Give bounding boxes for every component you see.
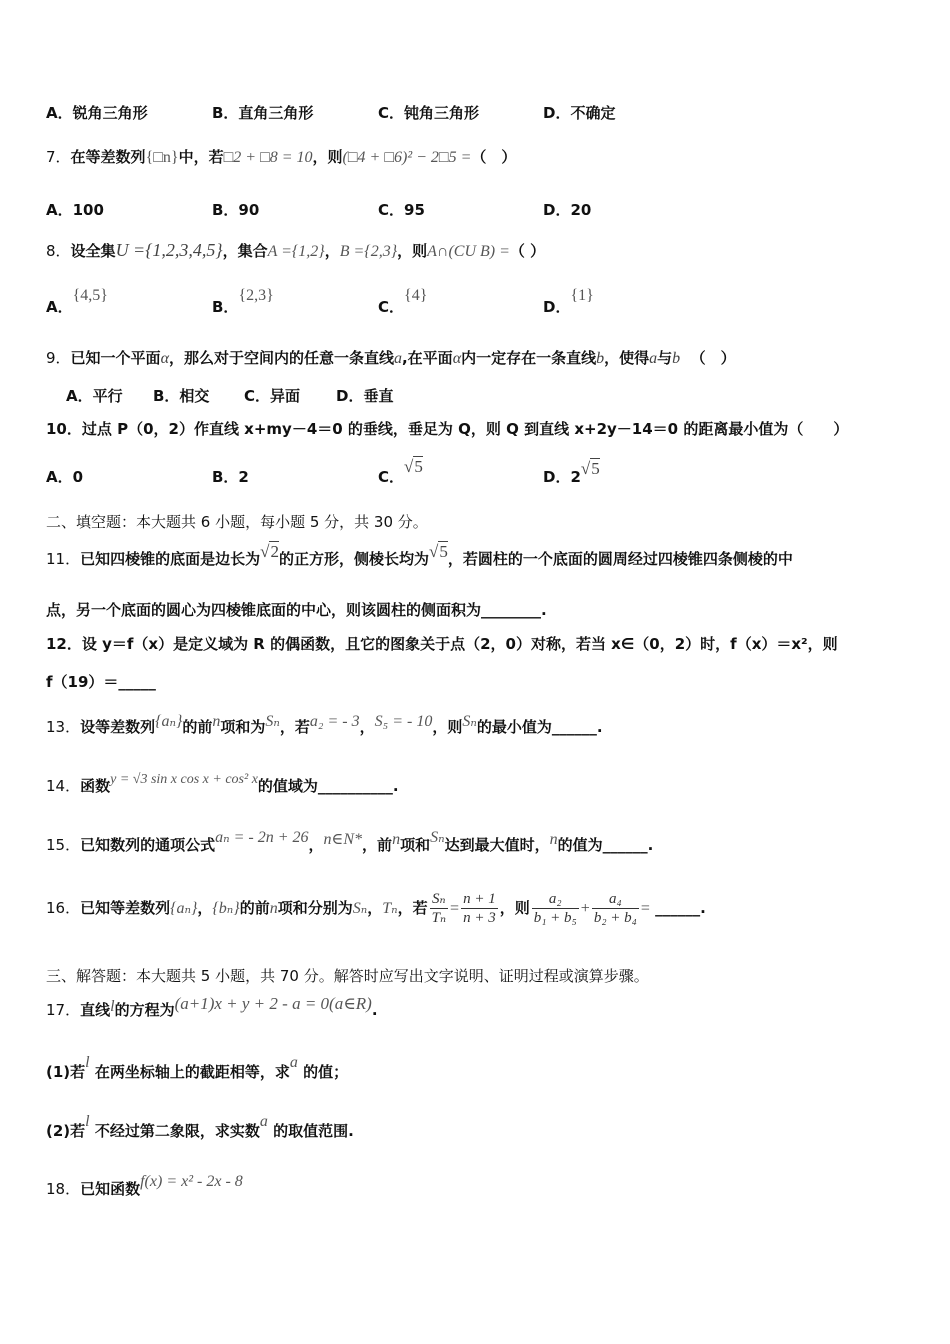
sqrt-five: √5 — [580, 459, 600, 478]
question-7: 7．在等差数列{□n}中，若□2 + □8 = 10，则(□4 + □6)² − 2□5 =（ ） — [46, 148, 517, 166]
q10-option-d: D．2√5 — [543, 459, 600, 486]
question-12-line-2: f（19）＝_____ — [46, 673, 156, 691]
q6-option-d: D．不确定 — [543, 104, 616, 122]
function-expression: y = √3 sin x cos x + cos² x — [110, 772, 258, 787]
q6-option-c: C．钝角三角形 — [378, 104, 480, 122]
question-13: 13．设等差数列{aₙ}的前n项和为Sₙ，若a₂ = - 3，S₅ = - 10，则Sₙ的最小值为______. — [46, 713, 603, 736]
q9-option-b: B．相交 — [153, 387, 210, 405]
condition-s5: S₅ = - 10 — [374, 713, 433, 730]
q8-option-d: D．{1} — [543, 287, 594, 316]
question-16: 16．已知等差数列{aₙ}，{bₙ}的前n项和分别为Sₙ，Tₙ，若 $\frac{\text{Sₙ}}{\text{Tₙ}}$ = $\frac{n + 1}{n + 3}$ ，则 $\frac{\text{a₂}}{\text{b₁ + b₅}}$ + $\frac{\text{a₄}}{\text{b₂ + b₄}}$ = ______. — [46, 891, 706, 926]
sequence-an: {aₙ} — [155, 713, 183, 730]
question-12: 12．设 y＝f（x）是定义域为 R 的偶函数，且它的图象关于点（2，0）对称，若当 x∈（0，2）时，f（x）＝x²，则 — [46, 635, 838, 653]
q7-option-d: D．20 — [543, 201, 592, 219]
line-a: a — [393, 350, 402, 367]
question-15: 15．已知数列的通项公式aₙ = - 2n + 26，n∈N*，前n项和Sₙ达到最大值时，n的值为______. — [46, 829, 654, 854]
fraction-a4: $\frac{\text{a₄}}{\text{b₂ + b₄}}$ — [593, 891, 637, 926]
q9-option-c: C．异面 — [244, 387, 301, 405]
sqrt-five: √5 — [404, 457, 423, 476]
section-2-heading: 二、填空题：本大题共 6 小题，每小题 5 分，共 30 分。 — [46, 513, 428, 531]
section-3-heading: 三、解答题：本大题共 5 小题，共 70 分。解答时应写出文字说明、证明过程或演算步骤。 — [46, 967, 649, 985]
expression-formula: (□4 + □6)² − 2□5 = — [342, 149, 472, 166]
question-18: 18．已知函数f(x) = x² - 2x - 8 — [46, 1173, 243, 1198]
set-expression: A∩(CU B) = — [427, 243, 510, 260]
q7-option-c: C．95 — [378, 201, 425, 219]
q8-option-a-value: {4,5} — [72, 287, 108, 304]
line-b: b — [596, 350, 605, 367]
q10-option-b: B．2 — [212, 468, 249, 486]
q6-option-a: A．锐角三角形 — [46, 104, 148, 122]
q9-option-a: A．平行 — [66, 387, 123, 405]
q8-option-a: A．{4,5} — [46, 287, 108, 316]
fraction-sn-tn: $\frac{\text{Sₙ}}{\text{Tₙ}}$ — [431, 891, 447, 926]
line-equation: (a+1)x + y + 2 - a = 0(a∈R) — [174, 994, 372, 1013]
q6-option-b: B．直角三角形 — [212, 104, 314, 122]
q7-option-a: A．100 — [46, 201, 104, 219]
question-number: 7． — [46, 148, 71, 166]
question-17: 17．直线l的方程为(a+1)x + y + 2 - a = 0(a∈R). — [46, 994, 378, 1019]
fraction-a2: $\frac{\text{a₂}}{\text{b₁ + b₅}}$ — [533, 891, 577, 926]
condition-a2: a₂ = - 3 — [309, 713, 360, 730]
question-8: 8．设全集U ={1,2,3,4,5}，集合A ={1,2}，B ={2,3}，则A∩(CU B) =（ ） — [46, 240, 546, 260]
condition-formula: □2 + □8 = 10 — [223, 149, 313, 166]
universal-set: U ={1,2,3,4,5} — [115, 240, 223, 260]
question-14: 14．函数y = √3 sin x cos x + cos² x的值域为__________. — [46, 772, 399, 795]
q10-option-a: A．0 — [46, 468, 84, 486]
plane-alpha: α — [160, 350, 169, 367]
question-17-part-1: (1)若l 在两坐标轴上的截距相等，求a 的值； — [46, 1054, 349, 1081]
question-10: 10．过点 P（0，2）作直线 x+my－4＝0 的垂线，垂足为 Q，则 Q 到直线 x+2y－14＝0 的距离最小值为（ ） — [46, 420, 849, 438]
q9-option-d: D．垂直 — [336, 387, 394, 405]
set-b: B ={2,3} — [339, 243, 398, 260]
fraction-n-ratio: $\frac{n + 1}{n + 3}$ — [463, 891, 496, 926]
question-11-line-2: 点，另一个底面的圆心为四棱锥底面的中心，则该圆柱的侧面积为________. — [46, 601, 547, 619]
sequence-symbol: {□n} — [145, 149, 179, 166]
q8-option-d-value: {1} — [570, 287, 594, 304]
q8-option-c: C．{4} — [378, 287, 428, 316]
sqrt-two: √2 — [260, 542, 279, 561]
q10-option-c: C．√5 — [378, 457, 423, 486]
question-9: 9．已知一个平面α，那么对于空间内的任意一条直线a,在平面α内一定存在一条直线b，使得a与b （ ） — [46, 349, 736, 367]
q8-option-b-value: {2,3} — [238, 287, 274, 304]
q7-option-b: B．90 — [212, 201, 260, 219]
function-expression: f(x) = x² - 2x - 8 — [140, 1173, 243, 1190]
question-17-part-2: (2)若l 不经过第二象限，求实数a 的取值范围. — [46, 1113, 354, 1140]
question-11: 11．已知四棱锥的底面是边长为√2的正方形，侧棱长均为√5，若圆柱的一个底面的圆周经过四棱锥四条侧棱的中 — [46, 542, 793, 568]
set-a: A ={1,2} — [267, 243, 325, 260]
q8-option-c-value: {4} — [404, 287, 428, 304]
sqrt-five: √5 — [428, 542, 448, 561]
q8-option-b: B．{2,3} — [212, 287, 274, 316]
general-term: aₙ = - 2n + 26 — [215, 829, 309, 846]
